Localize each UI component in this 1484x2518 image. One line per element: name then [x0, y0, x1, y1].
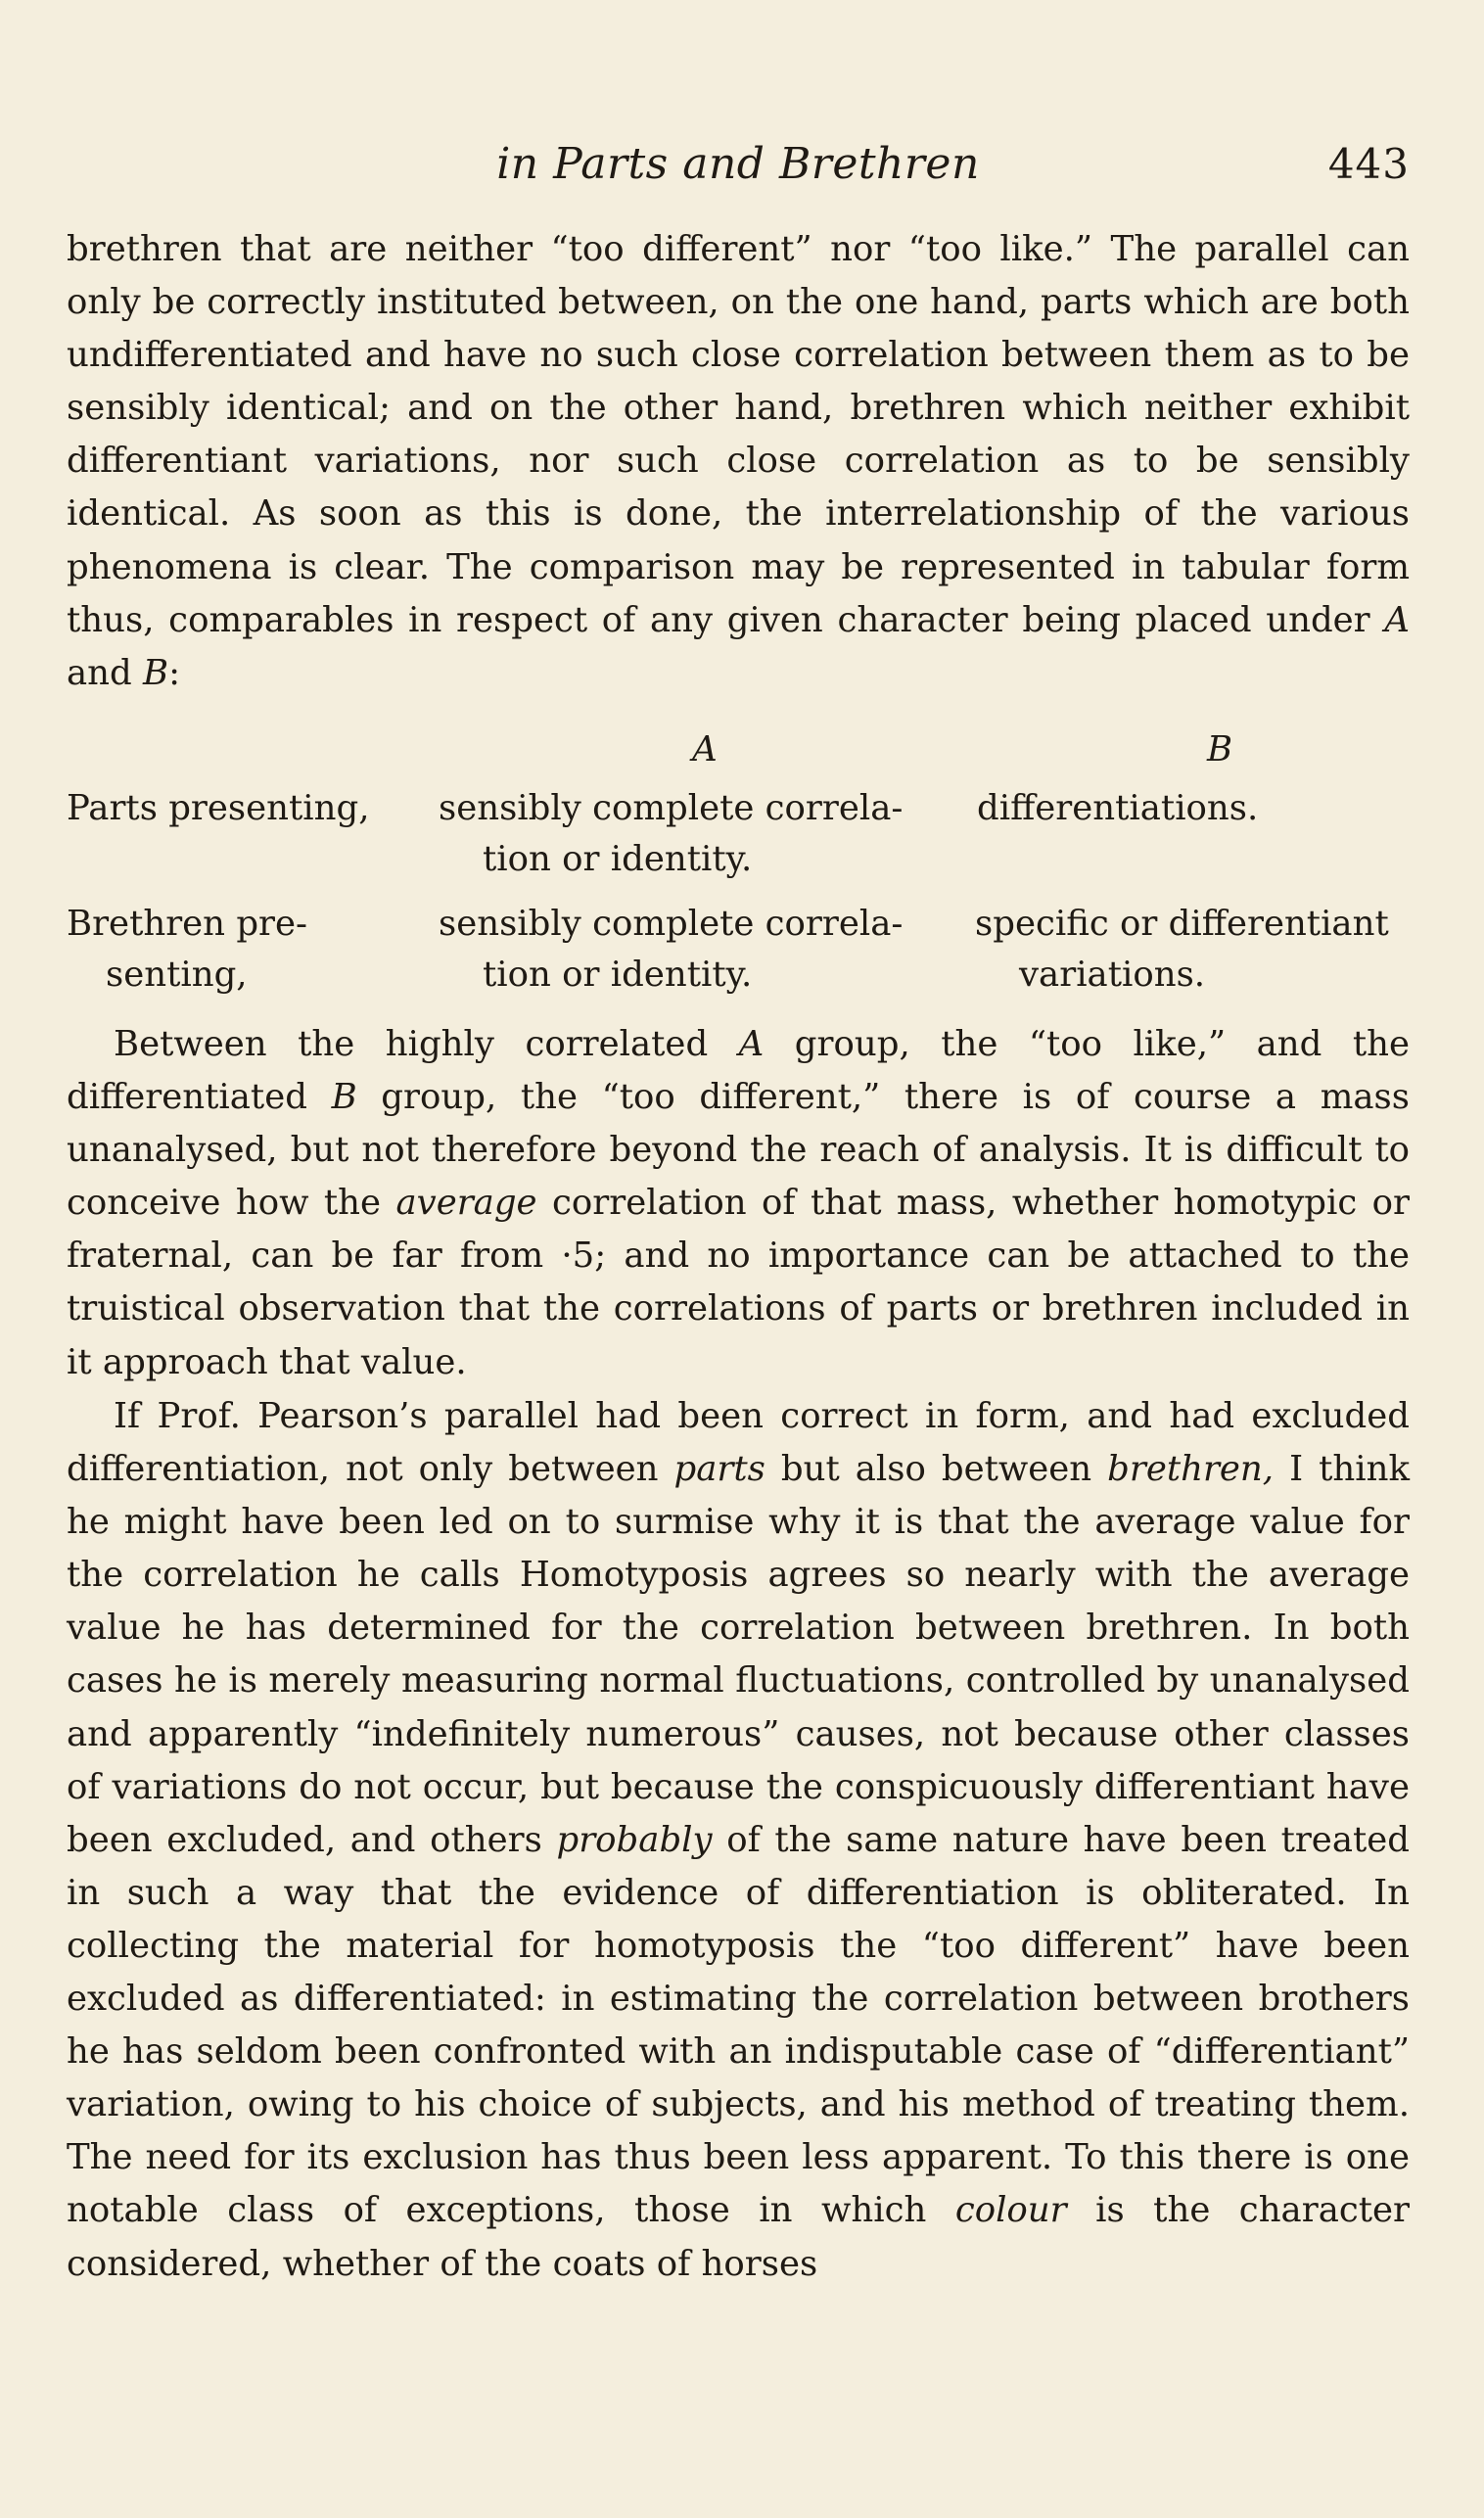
cell-line: sensibly complete correla-: [439, 904, 904, 944]
running-title: in Parts and Brethren: [496, 139, 980, 189]
paragraph-text: brethren that are neither “too different” nor “too like.” The parallel can only be correctly instituted between, on the one hand, parts which are both undifferentiated and have no such close correlation between them as to be sensibly identical; and on the other hand, brethren which neither exhibit differentiant variations, nor such close correlation as to be sensibly identical. As soon as this is done, the interrelationship of the various phenomena is clear. The comparison may be represented in tabular form thus, comparables in respect of any given character being placed under: [67, 229, 1410, 640]
page-number: 443: [1327, 140, 1410, 188]
cell-line: differentiations.: [977, 788, 1259, 828]
paragraph-text: group, the “too different,” there is of course a mass unanalysed, but not therefore beyond the reach of analysis. It is difficult to conceive how the: [67, 1077, 1410, 1224]
italic-word-brethren: brethren,: [1107, 1449, 1275, 1490]
paragraph-between: [67, 1018, 1410, 1389]
italic-letter-a: A: [1384, 599, 1410, 640]
paragraph-text: is the character considered, whether of the coats of horses: [67, 2190, 1410, 2284]
comparison-table: [67, 724, 1410, 1008]
paragraph-text: group, the “too like,” and the differentiated: [67, 1024, 1411, 1118]
cell-line: Brethren pre-: [67, 904, 308, 944]
row-label-parts: [67, 783, 369, 834]
cell-line: tion or identity.: [483, 839, 753, 879]
column-header-b: B: [1206, 729, 1233, 769]
row-brethren-column-b: [975, 899, 1389, 1001]
paragraph-text: correlation of that mass, whether homotypic or fraternal, can be far from ·5; and no importance can be attached to the truistical observation that the correlations of parts or brethren included in it approach that value.: [67, 1183, 1411, 1382]
column-header-a: A: [692, 729, 718, 769]
italic-word-probably: probably: [556, 1819, 713, 1860]
cell-line: Parts presenting,: [67, 788, 370, 828]
row-brethren-column-a: [439, 899, 903, 1001]
italic-letter-a: A: [738, 1024, 765, 1064]
cell-line: senting,: [106, 955, 248, 995]
book-page: [67, 0, 1410, 2518]
cell-line: sensibly complete correla-: [439, 788, 904, 828]
cell-line: variations.: [1019, 955, 1206, 995]
italic-word-colour: colour: [954, 2190, 1067, 2231]
paragraph-text: of the same nature have been treated in such a way that the evidence of differentiation is obliterated. In collecting the material for homotyposis the “too different” have been excluded as differentiated: in estimating the correlation between brothers he has seldom been confronted with an indisputable case of “differentiant” variation, owing to his choice of subjects, and his method of treating them. The need for its exclusion has thus been less apparent. To this there is one notable class of exceptions, those in which: [67, 1819, 1410, 2231]
row-label-brethren: [67, 899, 307, 1001]
italic-word-parts: parts: [673, 1449, 765, 1490]
italic-letter-b: B: [143, 652, 169, 693]
paragraph-text: Between the highly correlated: [114, 1024, 739, 1064]
italic-letter-b: B: [331, 1077, 357, 1118]
paragraph-continued: [67, 223, 1410, 700]
row-parts-column-b: [977, 783, 1258, 834]
paragraph-pearson: [67, 1390, 1410, 2291]
row-parts-column-a: [439, 783, 903, 885]
cell-line: tion or identity.: [483, 955, 753, 995]
page-header: [67, 135, 1410, 194]
paragraph-text: and: [67, 652, 144, 693]
cell-line: specific or differentiant: [975, 904, 1389, 944]
italic-word-average: average: [395, 1183, 537, 1224]
paragraph-text: :: [168, 652, 181, 693]
paragraph-text: I think he might have been led on to surmise why it is that the average value for the correlation he calls Homotyposis agrees so nearly with the average value he has determined for the correlation between brethren. In both cases he is merely measuring normal fluctuations, controlled by unanalysed and apparently “indefinitely numerous” causes, not because other classes of variations do not occur, but because the conspicuously differentiant have been excluded, and others: [67, 1449, 1410, 1860]
paragraph-text: If Prof. Pearson’s parallel had been correct in form, and had excluded differentiation, not only between: [67, 1396, 1410, 1490]
paragraph-text: but also between: [765, 1449, 1108, 1490]
